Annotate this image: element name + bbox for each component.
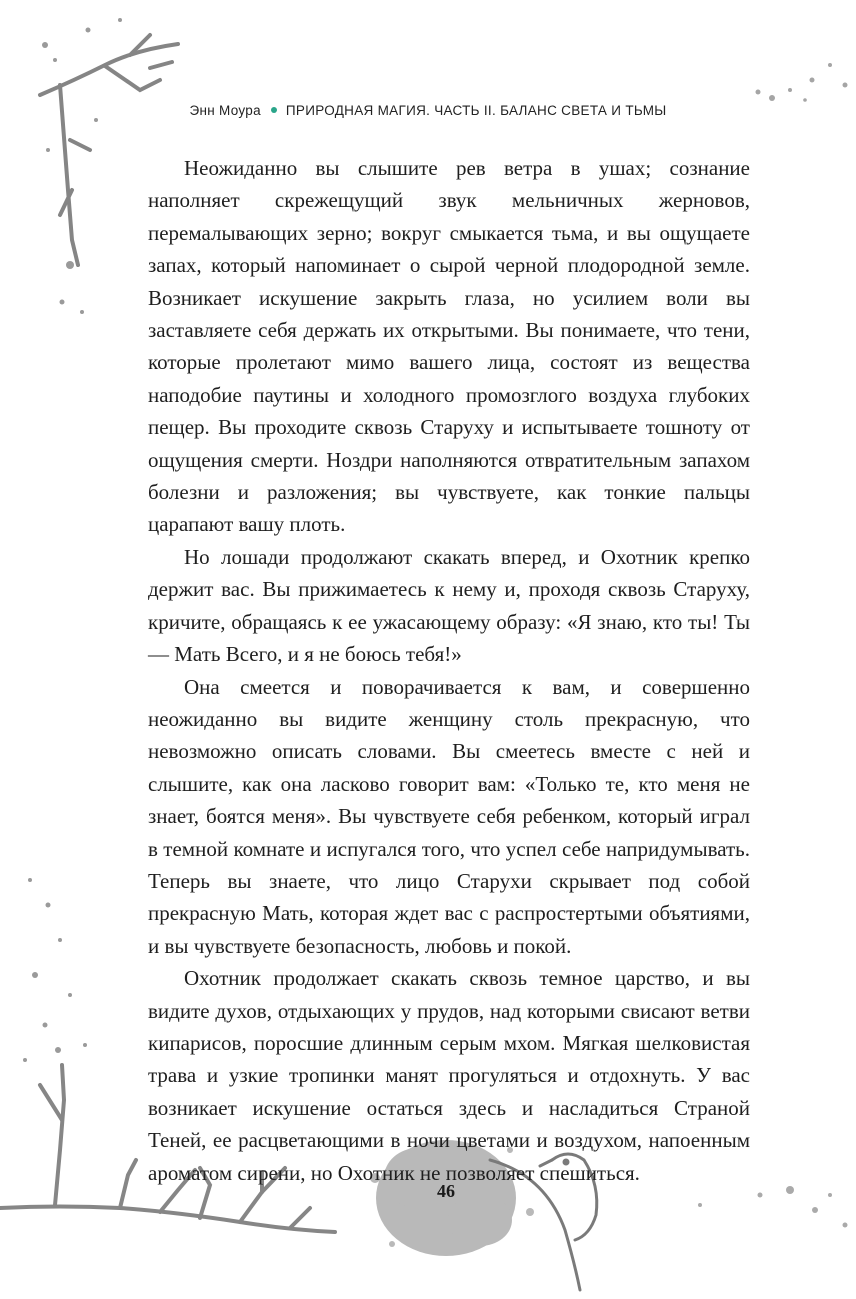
- page-number: 46: [437, 1181, 455, 1201]
- paragraph: Она смеется и поворачивается к вам, и совершенно неожиданно вы видите женщину столь прекрасную, что невозможно описать словами. Вы смеетесь вместе с ней и слышите, как она ласково говорит вам: «Только те, кто меня не знает, боятся меня». Вы чувствуете себя ребенком, который играл в темной комнате и испугался того, что успел себе напридумывать. Теперь вы знаете, что лицо Старухи скрывает под собой прекрасную Мать, которая ждет вас с распростертыми объятиями, и вы чувствуете безопасность, любовь и покой.: [148, 674, 750, 958]
- header-separator-dot-icon: [271, 107, 277, 113]
- paragraph: Неожиданно вы слышите рев ветра в ушах; сознание наполняет скрежещущий звук мельничных жерновов, перемалывающих зерно; вокруг смыкается тьма, и вы ощущаете запах, который напоминает о сырой черной плодородной земле. Возникает искушение закрыть глаза, но усилием воли вы заставляете себя держать их открытыми. Вы понимаете, что тени, которые пролетают мимо вашего лица, состоят из вещества наподобие паутины и холодного промозглого воздуха глубоких пещер. Вы проходите сквозь Старуху и испытываете тошноту от ощущения смерти. Ноздри наполняются отвратительным запахом болезни и разложения; вы чувствуете, как тонкие пальцы царапают вашу плоть.: [148, 156, 750, 537]
- bottom-left-speckles: [23, 878, 87, 1062]
- top-right-speckles: [756, 63, 848, 102]
- body-text: [148, 152, 750, 1189]
- bottom-right-speckles: [698, 1186, 848, 1228]
- header-author: Энн Моура: [189, 103, 261, 118]
- paragraph: Охотник продолжает скакать сквозь темное царство, и вы видите духов, отдыхающих у прудов, над которыми свисают ветви кипарисов, поросшие длинным серым мхом. Мягкая шелковистая трава и узкие тропинки манят прогуляться и отдохнуть. У вас возникает искушение остаться здесь и насладиться Страной Теней, ее расцветающими в ночи цветами и воздухом, напоенным ароматом сирени, но Охотник не позволяет спешиться.: [148, 966, 750, 1185]
- header-book-title: ПРИРОДНАЯ МАГИЯ. ЧАСТЬ II. БАЛАНС СВЕТА И ТЬМЫ: [285, 103, 667, 118]
- paragraph: Но лошади продолжают скакать вперед, и Охотник крепко держит вас. Вы прижимаетесь к нему и, проходя сквозь Старуху, кричите, обращаясь к ее ужасающему образу: «Я знаю, кто ты! Ты — Мать Всего, и я не боюсь тебя!»: [148, 544, 750, 667]
- running-header: [0, 103, 856, 118]
